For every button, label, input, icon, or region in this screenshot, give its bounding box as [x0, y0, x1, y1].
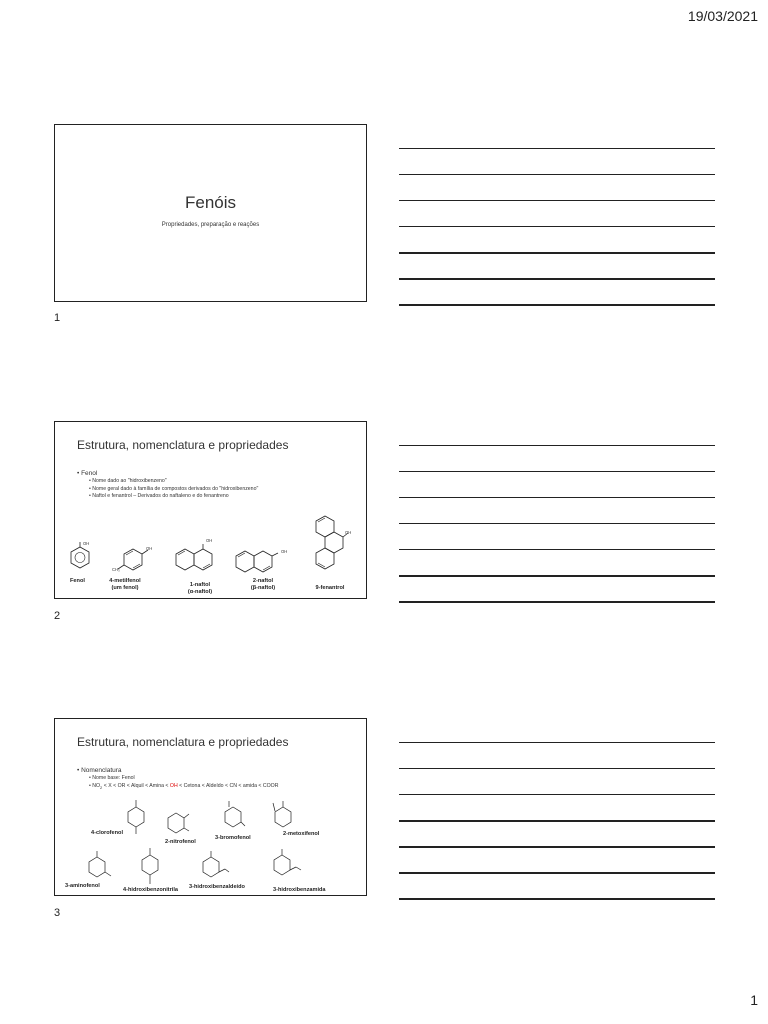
- hidroxibenzonitrila-structure: [139, 847, 161, 889]
- note-line: [399, 768, 715, 769]
- slide-index-2: 2: [54, 610, 61, 622]
- slide-index-1: 1: [54, 312, 61, 324]
- bullet: • Nomenclatura: [77, 767, 122, 774]
- slide-index-3: 3: [54, 907, 61, 919]
- note-line: [399, 226, 715, 227]
- oh-group-label: OH: [345, 530, 352, 535]
- note-line: [399, 872, 715, 874]
- label-line: 1-naftol: [189, 582, 211, 588]
- molecule-label: [241, 578, 285, 592]
- bromofenol-structure: [221, 799, 247, 835]
- sub-bullet-priority: [77, 783, 278, 792]
- molecule-label: 3-bromofenol: [215, 835, 251, 841]
- priority-highlight: OH: [169, 782, 178, 789]
- fenantrol-structure: [305, 510, 353, 584]
- metoxifenol-structure: [267, 799, 295, 833]
- aminofenol-structure: [85, 849, 115, 883]
- bullet: • Fenol: [77, 470, 98, 477]
- priority-mid: < X < OR < Alquil < Amina <: [102, 782, 170, 789]
- label-line: (um fenol): [111, 585, 139, 591]
- note-line: [399, 497, 715, 498]
- oh-group-label: OH: [146, 546, 153, 551]
- note-line: [399, 601, 715, 603]
- molecule-label: [180, 582, 220, 596]
- label-line: 2-naftol: [252, 578, 274, 584]
- note-line: [399, 174, 715, 175]
- label-line: (β-naftol): [250, 585, 276, 591]
- note-line: [399, 794, 715, 795]
- ch3-group-label: CH₃: [112, 567, 120, 572]
- naftol2-structure: [233, 546, 288, 578]
- sub-bullet: • Nome base: Fenol: [89, 775, 135, 781]
- note-line: [399, 742, 715, 743]
- slide-2: [54, 421, 367, 599]
- molecule-label: 3-hidroxibenzamida: [273, 887, 326, 893]
- bullet-list: [77, 469, 258, 501]
- note-line: [399, 523, 715, 524]
- molecule-label: 4-clorofenol: [91, 830, 124, 836]
- bullet-list: [77, 766, 278, 791]
- slide-subtitle: Propriedades, preparação e reações: [161, 222, 260, 228]
- note-line: [399, 252, 715, 254]
- priority-prefix: • NO: [89, 782, 101, 789]
- hidroxibenzaldeido-structure: [199, 849, 231, 885]
- note-line: [399, 445, 715, 446]
- note-line: [399, 200, 715, 201]
- priority-subscript: 2: [100, 784, 103, 790]
- note-line: [399, 148, 715, 149]
- note-line: [399, 549, 715, 550]
- note-line: [399, 575, 715, 577]
- note-line: [399, 304, 715, 306]
- oh-group-label: OH: [281, 549, 288, 554]
- hidroxibenzamida-structure: [270, 847, 304, 885]
- oh-group-label: OH: [206, 538, 213, 543]
- molecule-label: 2-metoxifenol: [283, 831, 320, 837]
- note-line: [399, 471, 715, 472]
- molecule-label: 4-hidroxibenzonitrila: [123, 887, 179, 893]
- priority-suffix: < Cetona < Aldeído < CN < amida < COOR: [177, 782, 279, 789]
- oh-group-label: OH: [83, 541, 90, 546]
- molecule-label: 3-hidroxibenzaldeído: [189, 884, 245, 890]
- label-line: 4-metilfenol: [109, 578, 141, 584]
- naftol1-structure: [173, 543, 215, 581]
- page-number: 1: [750, 992, 758, 1008]
- molecule-label: 9-fenantrol: [315, 585, 345, 591]
- note-line: [399, 278, 715, 280]
- sub-bullet: • Nome dado ao "hidroxibenzeno": [89, 478, 167, 484]
- molecule-label: 3-aminofenol: [65, 883, 100, 889]
- clorofenol-structure: [125, 799, 147, 839]
- molecule-label: [103, 578, 147, 592]
- molecule-label: 2-nitrofenol: [165, 839, 196, 845]
- note-line: [399, 846, 715, 848]
- note-line: [399, 898, 715, 900]
- molecule-label: Fenol: [70, 578, 85, 584]
- sub-bullet: • Naftol e fenantrol – Derivados do naftaleno e do fenantreno: [89, 493, 229, 500]
- slide-title: Estrutura, nomenclatura e propriedades: [77, 438, 289, 452]
- slide-title: Fenóis: [184, 193, 237, 212]
- label-line: (α-naftol): [187, 589, 213, 595]
- nitrofenol-structure: [165, 807, 193, 837]
- slide-1: [54, 124, 367, 302]
- header-date: 19/03/2021: [687, 8, 758, 24]
- note-line: [399, 820, 715, 822]
- sub-bullet: • Nome geral dado à família de compostos derivados do "hidroxibenzeno": [89, 485, 259, 492]
- slide-3: [54, 718, 367, 896]
- slide-title: Estrutura, nomenclatura e propriedades: [77, 735, 289, 749]
